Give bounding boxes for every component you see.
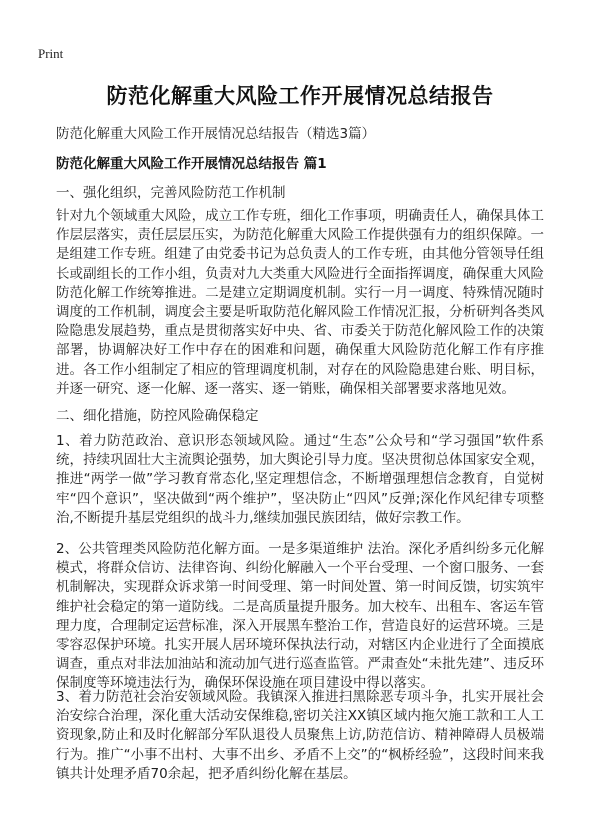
paragraph-political-risk: 1、着力防范政治、意识形态领域风险。通过“生态”公众号和“学习强国”软件系统，持续巩固壮大主流舆论强势，加大舆论引导力度。坚决贯彻总体国家安全观，推进“两学一做”学习教育常态化,坚定理想信念，不断增强理想信念教育，自觉树牢“四个意识”，坚决做到“两个维护”，坚决防止“四风”反弹;深化作风纪律专项整治,不断提升基层党组织的战斗力,继续加强民族团结，做好宗教工作。 (56, 433, 544, 526)
paragraph-public-management: 2、公共管理类风险防范化解方面。一是多渠道维护 法治。深化矛盾纠纷多元化解模式，将群众信访、法律咨询、纠纷化解融入一个平台受理、一个窗口服务、一套机制解决，实现群众诉求第一时间受理、第一时间处置、第一时间反馈，切实筑牢维护社会稳定的第一道防线。二是高质量提升服务。加大校车、出租车、客运车管理力度，合理制定运营标准，深入开展黑车整治工作，营造良好的运营环境。三是零容忍保护环境。扎实开展人居环境环保执法行动，对辖区内企业进行了全面摸底调查，重点对非法加油站和流动加气进行巡查监管。严肃查处“未批先建”、违反环保制度等环境违法行为，确保环保设施在项目建设中得以落实。 (56, 541, 544, 692)
section-heading-1: 一、强化组织，完善风险防范工作机制 (56, 185, 286, 201)
document-title: 防范化解重大风险工作开展情况总结报告 (106, 84, 494, 108)
document-subtitle: 防范化解重大风险工作开展情况总结报告（精选3篇） (56, 126, 376, 142)
section-heading-2: 二、细化措施，防控风险确保稳定 (56, 408, 259, 424)
print-link[interactable]: Print (38, 46, 64, 61)
paragraph-public-security: 3、着力防范社会治安领域风险。我镇深入推进扫黑除恶专项斗争，扎实开展社会治安综合治理，深化重大活动安保维稳,密切关注XX镇区域内拖欠施工款和工人工资现象,防止和及时化解部分军队退役人员聚焦上访,防范信访、精神障碍人员极端行为。推广“小事不出村、大事不出乡、矛盾不上交”的“枫桥经验”，这段时间来我镇共计处理矛盾70余起，把矛盾纠纷化解在基层。 (56, 689, 544, 782)
article-heading: 防范化解重大风险工作开展情况总结报告 篇1 (56, 156, 327, 172)
paragraph-organization: 针对九个领域重大风险，成立工作专班，细化工作事项，明确责任人，确保具体工作层层落实，责任层层压实，为防范化解重大风险工作提供强有力的组织保障。一是组建工作专班。组建了由党委书记为总负责人的工作专班，由其他分管领导任组长或副组长的工作小组，负责对九大类重大风险进行全面指挥调度，确保重大风险防范化解工作统筹推进。二是建立定期调度机制。实行一月一调度、特殊情况随时调度的工作机制，调度会主要是听取防范化解风险工作情况汇报，分析研判各类风险隐患发展趋势，重点是贯彻落实好中央、省、市委关于防范化解风险工作的决策部署，协调解决好工作中存在的困难和问题，确保重大风险防范化解工作有序推进。各工作小组制定了相应的管理调度机制，对存在的风险隐患建台账、明目标，并逐一研究、逐一化解、逐一落实、逐一销账，确保相关部署要求落地见效。 (56, 208, 544, 397)
